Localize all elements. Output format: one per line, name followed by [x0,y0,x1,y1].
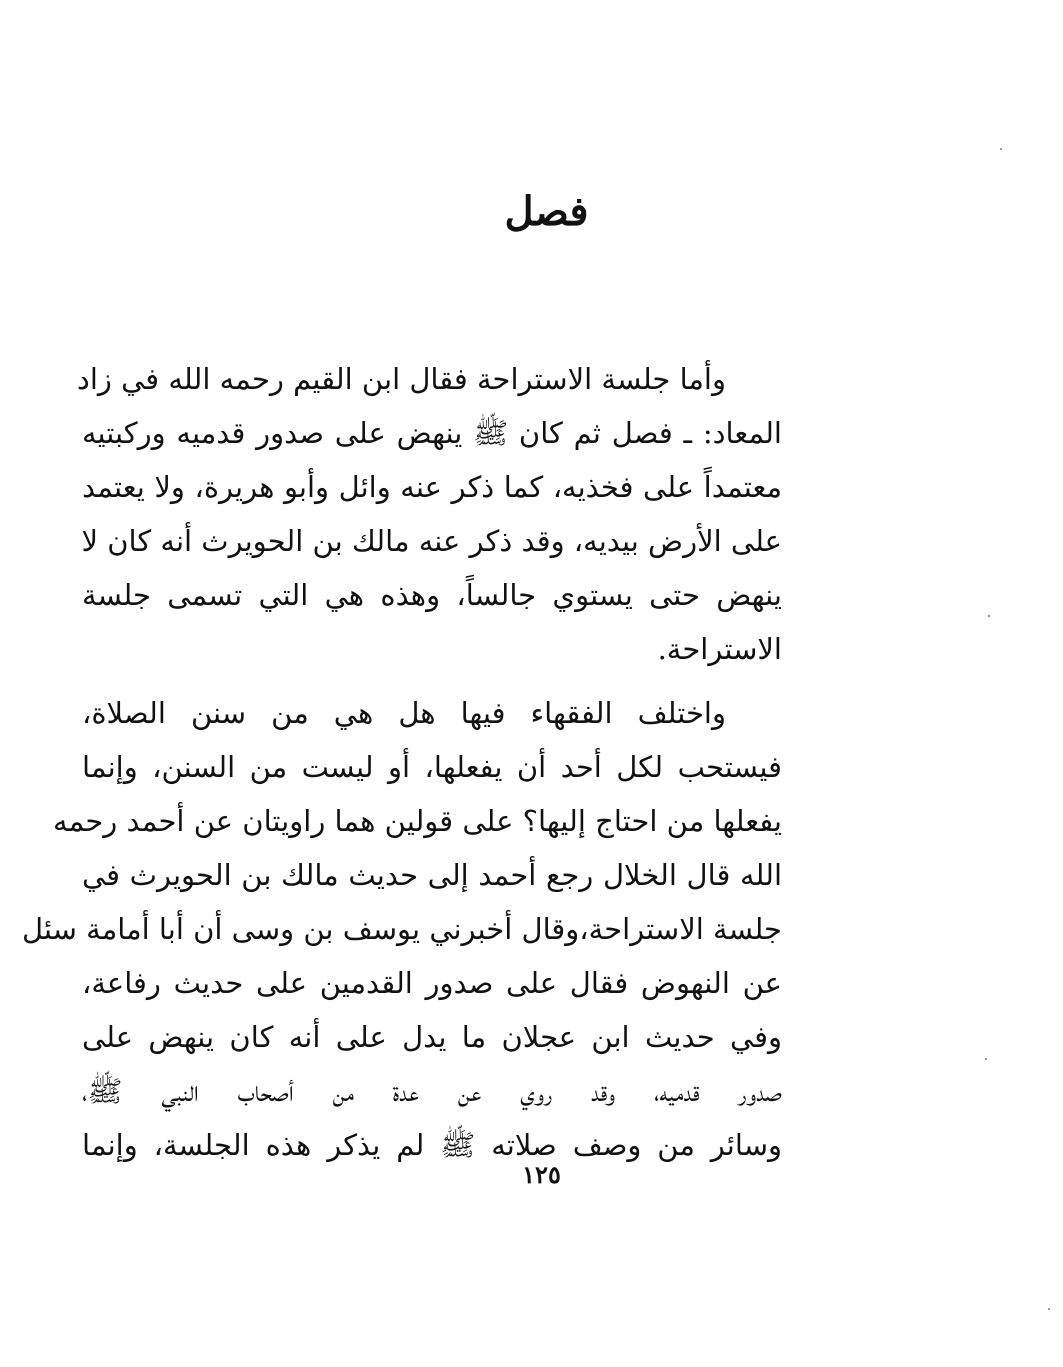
body-text [21,352,782,1172]
text-line: معتمداً على فخذيه، كما ذكر عنه وائل وأبو هريرة، ولا يعتمد [82,470,782,504]
scan-speck [1048,1308,1050,1310]
text-line: عن النهوض فقال على صدور القدمين على حديث رفاعة، [82,966,782,1000]
text-line: جلسة الاستراحة،وقال أخبرني يوسف بن وسى أن أبا أمامة سئل [21,912,782,946]
text-line: الله قال الخلال رجع أحمد إلى حديث مالك بن الحويرث في [82,858,782,892]
paragraph-2 [21,686,782,1172]
paragraph-1 [76,352,782,676]
text-line: وسائر من وصف صلاته ﷺ لم يذكر هذه الجلسة، وإنما [82,1128,782,1162]
paragraph-gap [82,676,782,686]
text-line: وأما جلسة الاستراحة فقال ابن القيم رحمه الله في زاد [76,362,726,396]
text-line: فيستحب لكل أحد أن يفعلها، أو ليست من السنن، وإنما [82,750,782,784]
text-line: الاستراحة. [657,632,782,666]
text-line: واختلف الفقهاء فيها هل هي من سنن الصلاة، [82,696,726,730]
scan-speck [985,1058,987,1060]
section-heading: فصل [504,188,589,235]
scan-speck [988,615,990,617]
text-line: يفعلها من احتاج إليها؟ على قولين هما راويتان عن أحمد رحمه [53,804,782,838]
text-line: المعاد: ـ فصل ثم كان ﷺ ينهض على صدور قدميه وركبتيه [82,416,782,450]
page-number: ١٢٥ [522,1160,561,1189]
scan-speck [1000,148,1002,150]
text-line: وفي حديث ابن عجلان ما يدل على أنه كان ينهض على [82,1020,782,1054]
text-line: صدور قدميه، وقد روي عن عدة من أصحاب النبي ﷺ، [82,1074,782,1108]
text-line: ينهض حتى يستوي جالساً، وهذه هي التي تسمى جلسة [82,578,782,612]
text-line: على الأرض بيديه، وقد ذكر عنه مالك بن الحويرث أنه كان لا [81,524,782,558]
